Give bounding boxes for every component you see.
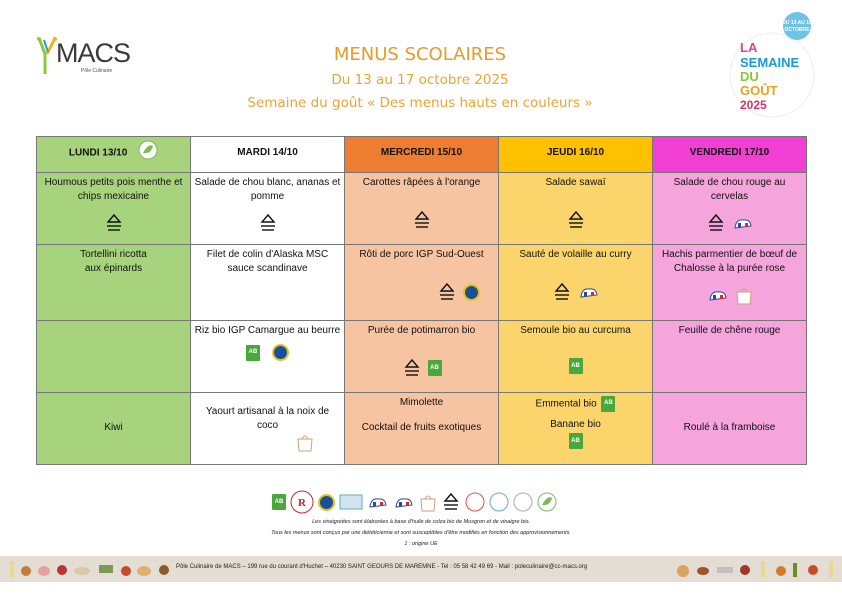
date-bubble-icon (783, 12, 811, 40)
footnote-dressing: Les vinaigrettes sont élaborées à base d'huile de colza bio de Musgron et de vinaigre bio. (312, 519, 530, 525)
side-cell (345, 320, 499, 392)
svg-text:OCTOBRE: OCTOBRE (784, 27, 810, 33)
homemade-icon (437, 282, 457, 302)
dessert-cell (499, 392, 653, 464)
dish-text: Semoule bio au curcuma (520, 324, 631, 336)
starter-cell (37, 172, 191, 244)
seasonal-circle-icon (489, 492, 509, 512)
labels (347, 282, 496, 302)
dish-text: Salade de chou blanc, ananas et pomme (194, 176, 341, 202)
igp-label-icon (272, 344, 289, 361)
food-illustrations-left-icon (4, 557, 174, 581)
dish-text: Riz bio IGP Camargue au beurre (194, 324, 341, 336)
theme-subtitle: Semaine du goût « Des menus hauts en couleurs » (247, 95, 593, 111)
labels (193, 344, 342, 361)
label-rouge-icon (290, 490, 314, 514)
dish-text: Salade de chou rouge au cervelas (673, 176, 786, 202)
local-producer-icon (735, 285, 753, 305)
french-poultry-icon (393, 493, 415, 511)
french-poultry-icon (578, 283, 600, 301)
veggie-leaf-icon (138, 140, 158, 166)
date-range: Du 13 au 17 octobre 2025 (331, 72, 509, 88)
footnote-dietitian: Tous les menus sont conçus par une diététicienne et sont susceptibles d'être modifiés en fonction des approvisionnements. (271, 530, 571, 536)
dessert-cell (345, 392, 499, 464)
labels (501, 358, 650, 374)
dish-text: Houmous petits pois menthe et chips mexicaine (44, 176, 183, 202)
svg-text:LA: LA (740, 40, 758, 55)
day-header-friday: VENDREDI 17/10 (653, 137, 807, 173)
labels (347, 358, 496, 378)
side-cell (37, 320, 191, 392)
dish-text: Banane bio (550, 418, 601, 430)
dish-text: Cocktail de fruits exotiques (361, 422, 482, 433)
dish-text: Rôti de porc IGP Sud-Ouest (359, 248, 484, 260)
side-cell (191, 320, 345, 392)
brand-name: MACS (56, 38, 131, 68)
organic-ab-icon: AB (569, 433, 583, 449)
dish-text: Carottes râpées à l'orange (362, 176, 481, 188)
footer-address: Pôle Culinaire de MACS – 199 rue du courant d'Huchet – 40230 SAINT GEOURS DE MAREMNE - Tel : 05 58 42 49 69 - Mail : poleculinaire@cc-macs.org (176, 564, 588, 570)
labels (655, 285, 804, 305)
homemade-icon (258, 213, 278, 233)
dish-text: Sauté de volaille au curry (519, 248, 632, 260)
day-header-wednesday: MERCREDI 15/10 (345, 137, 499, 173)
labels-legend (272, 490, 557, 514)
dessert-row (37, 392, 807, 464)
dish-text: Emmental bio (535, 398, 597, 410)
svg-text:SEMAINE: SEMAINE (740, 55, 800, 70)
starter-cell (191, 172, 345, 244)
labels (501, 210, 650, 230)
day-header-thursday: JEUDI 16/10 (499, 137, 653, 173)
main-cell (191, 244, 345, 320)
side-row (37, 320, 807, 392)
semaine-du-gout-badge (715, 10, 820, 120)
main-cell (653, 244, 807, 320)
organic-ab-icon: AB (601, 396, 615, 412)
dessert-cell (191, 392, 345, 464)
homemade-icon (104, 213, 124, 233)
main-cell (345, 244, 499, 320)
organic-ab-icon: AB (428, 360, 442, 376)
dish-text: Feuille de chêne rouge (678, 324, 781, 336)
msc-label-icon (339, 492, 363, 512)
dish-text: Mimolette (399, 396, 444, 408)
svg-text:DU: DU (740, 69, 759, 84)
labels (501, 433, 650, 449)
dessert-cell (653, 392, 807, 464)
regional-circle-icon (513, 492, 533, 512)
organic-ab-icon: AB (569, 358, 583, 374)
day-label: LUNDI 13/10 (68, 147, 128, 159)
dish-text: Filet de colin d'Alaska MSC sauce scandinave (206, 248, 329, 274)
main-row (37, 244, 807, 320)
local-producer-icon (419, 492, 437, 512)
veggie-leaf-icon (537, 492, 557, 512)
svg-text:2025: 2025 (740, 98, 767, 112)
svg-text:DU 13 AU 19: DU 13 AU 19 (782, 20, 812, 26)
main-cell (37, 244, 191, 320)
dish-text: Yaourt artisanal à la noix de coco (205, 405, 330, 431)
labels (347, 210, 496, 230)
igp-label-icon (463, 284, 480, 301)
macs-figure-icon (36, 36, 58, 76)
main-cell (499, 244, 653, 320)
svg-text:GOÛT: GOÛT (740, 83, 778, 98)
starter-cell (499, 172, 653, 244)
food-illustrations-right-icon (673, 557, 838, 581)
footer-bar (0, 556, 842, 582)
footnote-origin: 1 : origine UE (404, 541, 438, 547)
dessert-cell (37, 392, 191, 464)
dish-text: Salade sawaï (545, 176, 606, 188)
local-producer-icon (296, 432, 314, 452)
dish-text: Hachis parmentier de bœuf de Chalosse à la purée rose (661, 248, 798, 274)
dish-text (501, 396, 650, 412)
igp-label-icon (318, 494, 335, 511)
dish-text: Purée de potimarron bio (367, 324, 476, 336)
french-origin-icon (732, 214, 754, 232)
days-header-row (37, 137, 807, 173)
labels (193, 432, 342, 452)
homemade-icon (566, 210, 586, 230)
organic-ab-icon: AB (272, 494, 286, 510)
french-beef-icon (707, 286, 729, 304)
homemade-icon (412, 210, 432, 230)
homemade-icon (552, 282, 572, 302)
homemade-icon (706, 213, 726, 233)
svg-text:R: R (298, 497, 306, 509)
dish-text: Kiwi (104, 421, 123, 433)
side-cell (653, 320, 807, 392)
day-header-monday (37, 137, 191, 173)
labels (655, 213, 804, 233)
homemade-icon (441, 492, 461, 512)
local-circle-icon (465, 492, 485, 512)
starter-cell (345, 172, 499, 244)
menu-table (36, 136, 807, 465)
brand-subtitle: Pôle Culinaire (81, 68, 113, 74)
french-origin-icon (367, 493, 389, 511)
labels (501, 282, 650, 302)
side-cell (499, 320, 653, 392)
starter-cell (653, 172, 807, 244)
macs-logo (36, 36, 146, 80)
labels (39, 213, 188, 233)
day-header-tuesday: MARDI 14/10 (191, 137, 345, 173)
labels (193, 213, 342, 233)
organic-ab-icon: AB (246, 345, 260, 361)
homemade-icon (402, 358, 422, 378)
dish-text: Roulé à la framboise (683, 421, 776, 433)
dish-text: Tortellini ricotta aux épinards (80, 248, 147, 274)
page-title: MENUS SCOLAIRES (333, 44, 507, 65)
starter-row (37, 172, 807, 244)
